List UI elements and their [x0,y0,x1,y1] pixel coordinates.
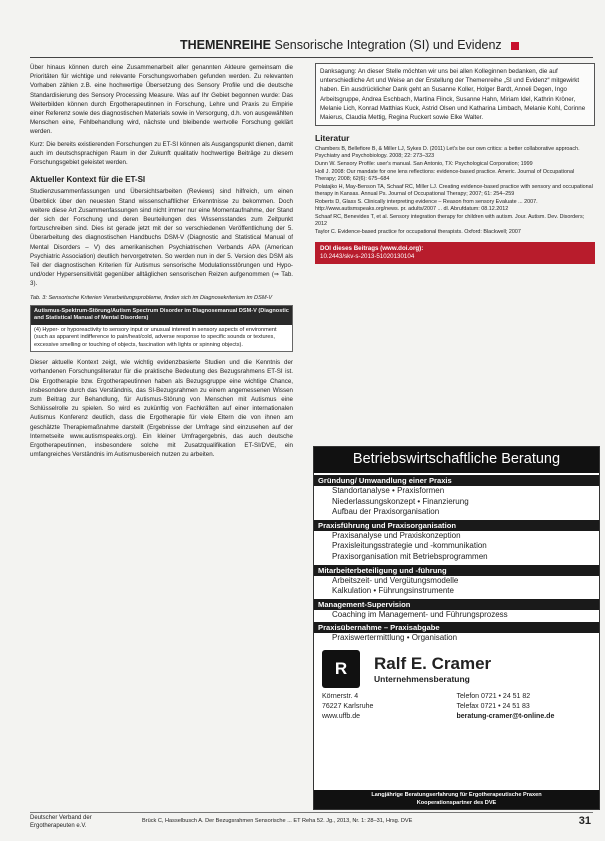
table-header: Autismus-Spektrum-Störung/Autism Spectrum Disorder im Diagnosemanual DSM-V (Diagnostic and Statistical Manual of Mental Disorders) [31,306,292,325]
body-paragraph: Dieser aktuelle Kontext zeigt, wie wichtig evidenzbasierte Studien und die Kenntnis der vorhandenen Forschungsliteratur für die praktische Bedeutung des Bezugsrahmens ET-SI ist. Die Ergotherapie bzw. Ergotherapeutinnen haben als Bezugsgruppe eine wichtige Chance, insbesondere durch das Verständnis, das SI-Bezugsrahmen zu einem angemessenen Wissen zum Beitrag zur Behandlung, für Autismus-Störung von Menschen mit Autismus eine Schlüsselrolle zu spielen. So wird es zukünftig von Fachkräften auf einer internationalen Autismus Konferenz deutlich, dass die Ergotherapie für viele Eltern die von ihnen am geschätzte Therapiemaßnahme darstellt (Ergebnisse der Umfrage sind einzusehen auf der Internetseite www.autismspeaks.org). Ein kleiner Umfragergebnis, das auch deutsche Ergotherapeutinnen, insbesondere solche mit Zusatzqualifikation ET-SI/DVE, ein umfangreiches Verständnis im Autismusbereich nutzen zu arbeiten. [30,359,293,459]
reference-list [315,146,595,236]
ad-address-city: 76227 Karlsruhe [322,702,374,710]
section-heading: Aktueller Kontext für die ET-SI [30,175,146,185]
body-paragraph: Studienzusammenfassungen und Übersichtsarbeiten (Reviews) sind hilfreich, um einen Überblick über den neuesten Stand wissenschaftlicher Erkenntnisse zu bekommen. Doch weitere diese Art Zusammenfassungen sind nicht immer nur eine Momentaufnahme, der Stand der sich der Forschung und deren Beurteilungen des Wissensstandes zum Zeitpunkt fortzuschreiben sind. Dies ist gerade jetzt mit der so verschiedenen Veröffentlichung der 5. Überarbeitung des diagnostischen Handbuchs DSM-V (Diagnostic and Statistical Manual of Mental Disorders – V) des amerikanischen Psychiatrischen Verbands APA (American Psychiatric Association) deutlich hervorgetreten. So werden nun in der 5. Version des DSM als Teil der diagnostischen Kriterien für Autismus sensorische Modulationsstörungen und Hypo- und/oder Hypersensitivität gegenüber alltäglichen sensorischen Reizen aufgenommen (⇒ Tab. 3). [30,188,293,288]
left-column [30,63,293,462]
ad-item: Praxiswertermittlung • Organisation [332,633,458,643]
ad-item: Coaching im Management- und Führungsprozess [332,609,508,619]
ad-address-street: Körnerstr. 4 [322,692,359,700]
ad-title: Betriebswirtschaftliche Beratung [314,447,599,473]
ad-item: Aufbau der Praxisorganisation [332,507,440,517]
body-paragraph: Über hinaus können durch eine Zusammenarbeit aller genannten Akteure gemeinsam die Prioritäten für wichtige und relevante Forschungsvorhaben gefunden werden. Zu relevanten Vorhaben zählen z.B. eine hochwertige Übersetzung des Sensory Profile und die deutsche Standardisierung des Sensory Processing Measure. Was auf Ihr Gebiet begonnen wurde: Das Weiterbilden können durch Ergotherapeutinnen in Forschung, Lehre und Praxis zu Empirie einer Referenz sowie des diagnostischen Materials sowie in Versorgung, d.h. von ausgewählten Menschen eine, Fehlbehandlung wird, nächste und bleibende wertvolle Forschung geklärt werden. [30,64,293,136]
ad-company-name: Ralf E. Cramer [374,653,492,673]
doi-box [315,242,595,264]
acknowledgement-box: Danksagung: An dieser Stelle möchten wir uns bei allen Kolleginnen bedanken, die auf unterschiedliche Art und Weise an der Erstellung der Themenreihe „SI und Evidenz“ mitgewirkt haben. Ein ausdrücklicher Dank geht an Susanne Koller, Holger Bardt, Anneli Degen, Ingo Arbeitsgruppe, Andrea Eschbach, Martina Flinck, Susanne Hahn, Miriam Idel, Kathrin Kröner, Melanie Lich, Konrad Matthias Kuck, Astrid Olsen und Katharina Limbach, Melanie Kohl, Corinne Maierus, Claudia Mettig, Regina Ruckert sowie Elke Walter. [315,63,595,126]
ad-email-link[interactable]: beratung-cramer@t-online.de [456,712,555,720]
header-rule [30,57,593,58]
ad-section-heading: Mitarbeiterbeteiligung und -führung [314,565,599,576]
ad-item: Kalkulation • Führungsinstrumente [332,586,454,596]
footer-citation: Brück C, Hasselbusch A. Der Bezugsrahmen Sensorische ... ET Reha 52. Jg., 2013, Nr. 1: 28–31, Hrsg. DVE [142,818,413,824]
right-column [315,63,595,264]
reference-item: Roberts D, Glass S. Clinically interpreting evidence – Reason from sensory Evaluate ... 2007. http://www.autismspeaks.org/news. pr. adults/2007 ... dl. Abrufdatum: 08.12.2012 [315,199,538,213]
table-cell: (4) Hyper- or hyporeactivity to sensory input or unusual interest in sensory aspects of environment (such as apparent indifference to pain/heat/cold, adverse response to specific sounds or textures, excessive smelling or touching of objects, fascination with lights or spinning objects). [31,325,292,351]
reference-item: Schaaf RC, Benevides T, et al. Sensory integration therapy for children with autism. Jour. Autism. Dev. Disorders; 2012 [315,214,585,228]
footer-organization [30,815,92,830]
dsm-table [30,305,293,352]
ad-footer-line1: Langjährige Beratungserfahrung für Ergotherapeutische Praxen [371,792,542,799]
cramer-logo: R [322,650,360,688]
ad-footer [314,790,599,809]
series-header [180,38,593,52]
ad-section-heading: Praxisführung und Praxisorganisation [314,520,599,531]
table-caption: Tab. 3: Sensorische Kriterien Verarbeitungsprobleme, finden sich im Diagnosekriterium im DSM-V [30,294,273,301]
org-line1: Deutscher Verband der [30,815,92,821]
reference-item: Holl J. 2008: Our mandate for one lens reflections: evidence-based practice. Americ. Journal of Occupational Therapy; 2008; 62(6): 675–684 [315,169,575,183]
ad-fax: Telefax 0721 • 24 51 83 [456,702,530,710]
literature-heading: Literatur [315,133,350,144]
doi-title: DOI dieses Beitrags (www.doi.org): [320,245,424,253]
org-line2: Ergotherapeuten e.V. [30,822,87,829]
page-number: 31 [578,815,591,827]
series-subtitle: Sensorische Integration (SI) und Evidenz [274,38,502,52]
reference-item: Polatajko H, May-Benson TA, Schaaf RC, Miller LJ. Creating evidence-based practice with sensory and occupational therapy in Kansas. Annual Ps. Journal of Occupational Therapy; 2007; 61: 254–259 [315,184,593,198]
ad-item: Arbeitszeit- und Vergütungsmodelle [332,575,459,585]
doi-value: 10.2443/skv-s-2013-51020130104 [320,253,415,261]
ad-footer-line2: Kooperationspartner des DVE [416,799,497,806]
reference-item: Taylor C. Evidence-based practice for occupational therapists. Oxford: Blackwell; 2007 [315,229,521,236]
ad-item: Praxisleitungsstrategie und -kommunikation [332,541,487,551]
ad-company-tagline: Unternehmensberatung [374,673,470,684]
ad-item: Praxisorganisation mit Betriebsprogrammen [332,551,488,561]
header-square-marker [511,42,519,50]
body-paragraph: Kurz: Die bereits existierenden Forschungen zu ET-SI können als Ausgangspunkt dienen, damit auch im deutschsprachigen Raum in der Zukunft qualitativ hochwertige Beiträge zu diesem Forschungsgebiet geleistet werden. [30,140,293,167]
reference-item: Chambers B, Bellefiore B, & Miller LJ, Sykes D. (2011) Let's be our own critics: a better collaborative approach. Psychiatry and Psychobiology. 2008; 22: 273–323 [315,146,580,160]
ad-item: Niederlassungskonzept • Finanzierung [332,496,469,506]
ad-phone: Telefon 0721 • 24 51 82 [456,692,531,700]
ad-website-link[interactable]: www.uffb.de [322,712,361,720]
ad-section-heading: Gründung/ Umwandlung einer Praxis [314,475,599,486]
ad-brand [322,650,599,688]
ad-item: Praxisanalyse und Praxiskonzeption [332,530,461,540]
ad-item: Standortanalyse • Praxisformen [332,486,445,495]
reference-item: Dunn W. Sensory Profile: user's manual. San Antonio, TX: Psychological Corporation; 1999 [315,161,533,168]
series-label: THEMENREIHE [180,38,271,52]
ad-section-heading: Praxisübernahme – Praxisabgabe [314,622,599,633]
ad-section-heading: Management-Supervision [314,599,599,610]
ad-contact [314,692,599,722]
advertisement [313,446,600,810]
footer-rule [30,812,593,813]
